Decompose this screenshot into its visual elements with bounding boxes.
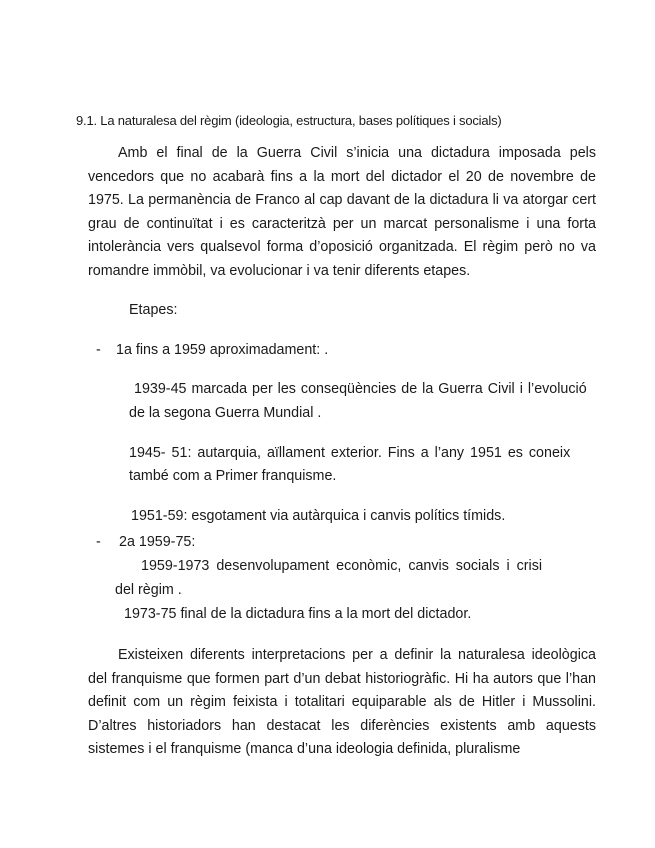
stage2-dash: -: [96, 534, 101, 550]
stage1-sub3: 1951-59: esgotament via autàrquica i canvis polítics tímids.: [131, 508, 506, 524]
stage1-dash: -: [96, 342, 101, 358]
intro-paragraph-text: Amb el final de la Guerra Civil s’inicia una dictadura imposada pels vencedors que no acabarà fins a la mort del dictador el 20 de novembre de 1975. La permanència de Franco al cap davant de la dictadura li va atorgar cert grau de continuïtat i es caracteritzà per un marcat personalisme i una forta intolerància vers qualsevol forma d’oposició organitzada. El règim però no va romandre immòbil, va evolucionar i va tenir diferents etapes.: [88, 145, 596, 279]
stage1-sub1-line2: de la segona Guerra Mundial .: [129, 405, 322, 421]
stage2-title: 2a 1959-75:: [119, 534, 196, 550]
stage1-sub2-line1: 1945- 51: autarquia, aïllament exterior. Fins a l’any 1951 es coneix: [129, 445, 571, 461]
closing-paragraph-text: Existeixen diferents interpretacions per a definir la naturalesa ideològica del franquisme que formen part d’un debat historiogràfic. Hi ha autors que l’han definit com un règim feixista i totalitari equiparable als de Hitler i Mussolini. D’altres historiadors han destacat les diferències existents amb aquests sistemes i el franquisme (manca d’una ideologia definida, pluralisme: [88, 647, 596, 758]
stage2-sub2: 1973-75 final de la dictadura fins a la mort del dictador.: [124, 606, 472, 622]
closing-paragraph: [88, 644, 596, 762]
stage2-sub1-line1: 1959-1973 desenvolupament econòmic, canvis socials i crisi: [141, 558, 543, 574]
stage1-sub1-line1: 1939-45 marcada per les conseqüències de la Guerra Civil i l’evolució: [134, 381, 587, 397]
stage2-sub1-line2: del règim .: [115, 582, 182, 598]
section-heading: 9.1. La naturalesa del règim (ideologia, estructura, bases polítiques i socials): [76, 113, 502, 128]
intro-paragraph: [88, 142, 596, 284]
stages-label: Etapes:: [129, 302, 178, 318]
stage1-sub2-line2: també com a Primer franquisme.: [129, 468, 337, 484]
stage1-title: 1a fins a 1959 aproximadament: .: [116, 342, 329, 358]
